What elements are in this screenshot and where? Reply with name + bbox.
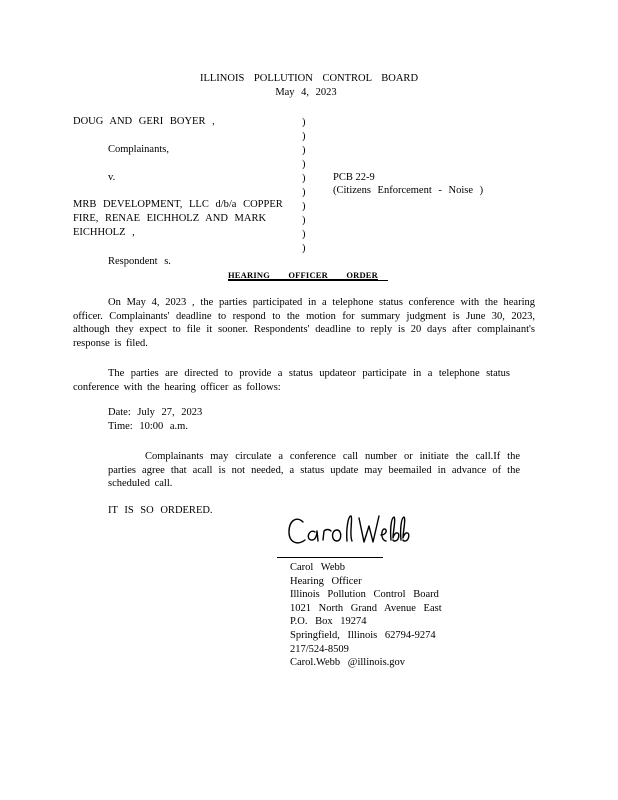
signer-street-address: 1021 North Grand Avenue East bbox=[290, 602, 442, 614]
case-type: (Citizens Enforcement - Noise ) bbox=[333, 185, 484, 196]
signer-title: Hearing Officer bbox=[290, 575, 362, 587]
paragraph-call-instructions: Complainants may circulate a conference call number or initiate the call.If the parties agree that acall is not needed, a status update may beemailed in advance of the scheduled call. bbox=[108, 451, 520, 489]
signer-organization: Illinois Pollution Control Board bbox=[290, 589, 439, 601]
agency-name: ILLINOIS POLLUTION CONTROL BOARD bbox=[199, 73, 419, 84]
order-title: HEARING OFFICER ORDER bbox=[228, 270, 379, 280]
case-number: PCB 22-9 bbox=[333, 172, 375, 183]
signature-line bbox=[277, 557, 383, 558]
conference-date: Date: July 27, 2023 bbox=[108, 407, 203, 418]
complainants-label: Complainants, bbox=[108, 144, 169, 155]
conference-time: Time: 10:00 a.m. bbox=[108, 421, 188, 432]
signer-po-box: P.O. Box 19274 bbox=[290, 616, 367, 628]
respondents-name-line1: MRB DEVELOPMENT, LLC d/b/a COPPER bbox=[73, 199, 283, 210]
title-underline bbox=[228, 280, 388, 281]
signature-block bbox=[290, 561, 442, 670]
signer-phone: 217/524-8509 bbox=[290, 643, 349, 655]
signer-city-state-zip: Springfield, Illinois 62794-9274 bbox=[290, 629, 436, 641]
paragraph-directive: The parties are directed to provide a status updateor participate in a telephone status conference with the hearing officer as follows: bbox=[73, 368, 510, 393]
respondents-name-line3: EICHHOLZ , bbox=[73, 227, 135, 238]
complainants-name: DOUG AND GERI BOYER , bbox=[73, 116, 215, 127]
respondents-label: Respondent s. bbox=[108, 256, 171, 267]
paragraph-status-conference: On May 4, 2023 , the parties participated in a telephone status conference with the hearing officer. Complainants' deadline to respond to the motion for summary judgment is June 30, 2023, although they expect to file it sooner. Respondents' deadline to reply is 20 days after complainant's response is filed. bbox=[73, 297, 535, 349]
order-date: May 4, 2023 bbox=[275, 87, 337, 98]
so-ordered: IT IS SO ORDERED. bbox=[108, 505, 213, 516]
handwritten-signature bbox=[285, 510, 415, 552]
caption-parentheses: ) ) ) ) ) ) ) ) ) ) bbox=[302, 117, 306, 254]
versus-label: v. bbox=[108, 172, 116, 183]
respondents-name-line2: FIRE, RENAE EICHHOLZ AND MARK bbox=[73, 213, 267, 224]
signer-name: Carol Webb bbox=[290, 562, 345, 573]
signer-email: Carol.Webb @illinois.gov bbox=[290, 657, 406, 669]
